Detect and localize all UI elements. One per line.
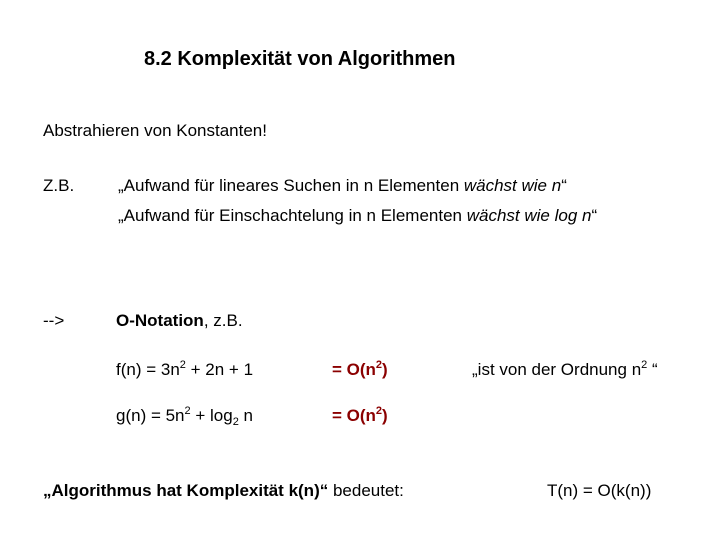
o-notation-rest: , z.B. — [203, 311, 243, 330]
g-formula-rhs — [332, 406, 388, 426]
f-note-exponent: 2 — [641, 359, 648, 371]
f-formula-note — [472, 360, 658, 380]
g-lhs-exponent: 2 — [184, 405, 191, 417]
definition-bold: „Algorithmus hat Komplexität k(n)“ — [43, 481, 329, 500]
g-lhs-b: + log — [190, 406, 233, 425]
f-lhs-exponent: 2 — [179, 359, 186, 371]
g-rhs-exponent: 2 — [375, 405, 383, 417]
intro-text: Abstrahieren von Konstanten! — [43, 121, 267, 140]
example-1-suffix: “ — [561, 176, 567, 195]
page-title: 8.2 Komplexität von Algorithmen — [144, 48, 456, 70]
f-formula-rhs — [332, 360, 388, 380]
example-2-prefix: „Aufwand für Einschachtelung in n Elementen — [118, 206, 467, 225]
f-rhs-exponent: 2 — [375, 359, 383, 371]
f-rhs-b: ) — [382, 360, 388, 379]
g-log-base: 2 — [232, 416, 239, 428]
example-1-prefix: „Aufwand für lineares Suchen in n Elementen — [118, 176, 464, 195]
example-2-suffix: “ — [591, 206, 598, 225]
g-lhs-c: n — [238, 406, 254, 425]
complexity-definition — [43, 481, 404, 501]
o-notation-heading — [116, 311, 243, 331]
complexity-result: T(n) = O(k(n)) — [547, 481, 652, 500]
example-linear-search — [118, 176, 567, 196]
g-rhs-b: ) — [382, 406, 388, 425]
example-2-italic: wächst wie log n — [466, 206, 592, 225]
o-notation-bold: O-Notation — [116, 311, 204, 330]
example-nesting — [118, 206, 597, 226]
f-formula-lhs — [116, 360, 253, 380]
f-rhs-a: = O(n — [332, 360, 376, 379]
f-note-b: “ — [647, 360, 658, 379]
g-lhs-a: g(n) = 5n — [116, 406, 185, 425]
example-1-italic: wächst wie n — [463, 176, 562, 195]
zb-label: Z.B. — [43, 176, 75, 195]
definition-normal: bedeutet: — [328, 481, 404, 500]
f-lhs-b: + 2n + 1 — [185, 360, 254, 379]
g-rhs-a: = O(n — [332, 406, 376, 425]
arrow-marker: --> — [43, 311, 65, 330]
f-note-a: „ist von der Ordnung n — [472, 360, 642, 379]
f-lhs-a: f(n) = 3n — [116, 360, 180, 379]
g-formula-lhs — [116, 406, 253, 426]
